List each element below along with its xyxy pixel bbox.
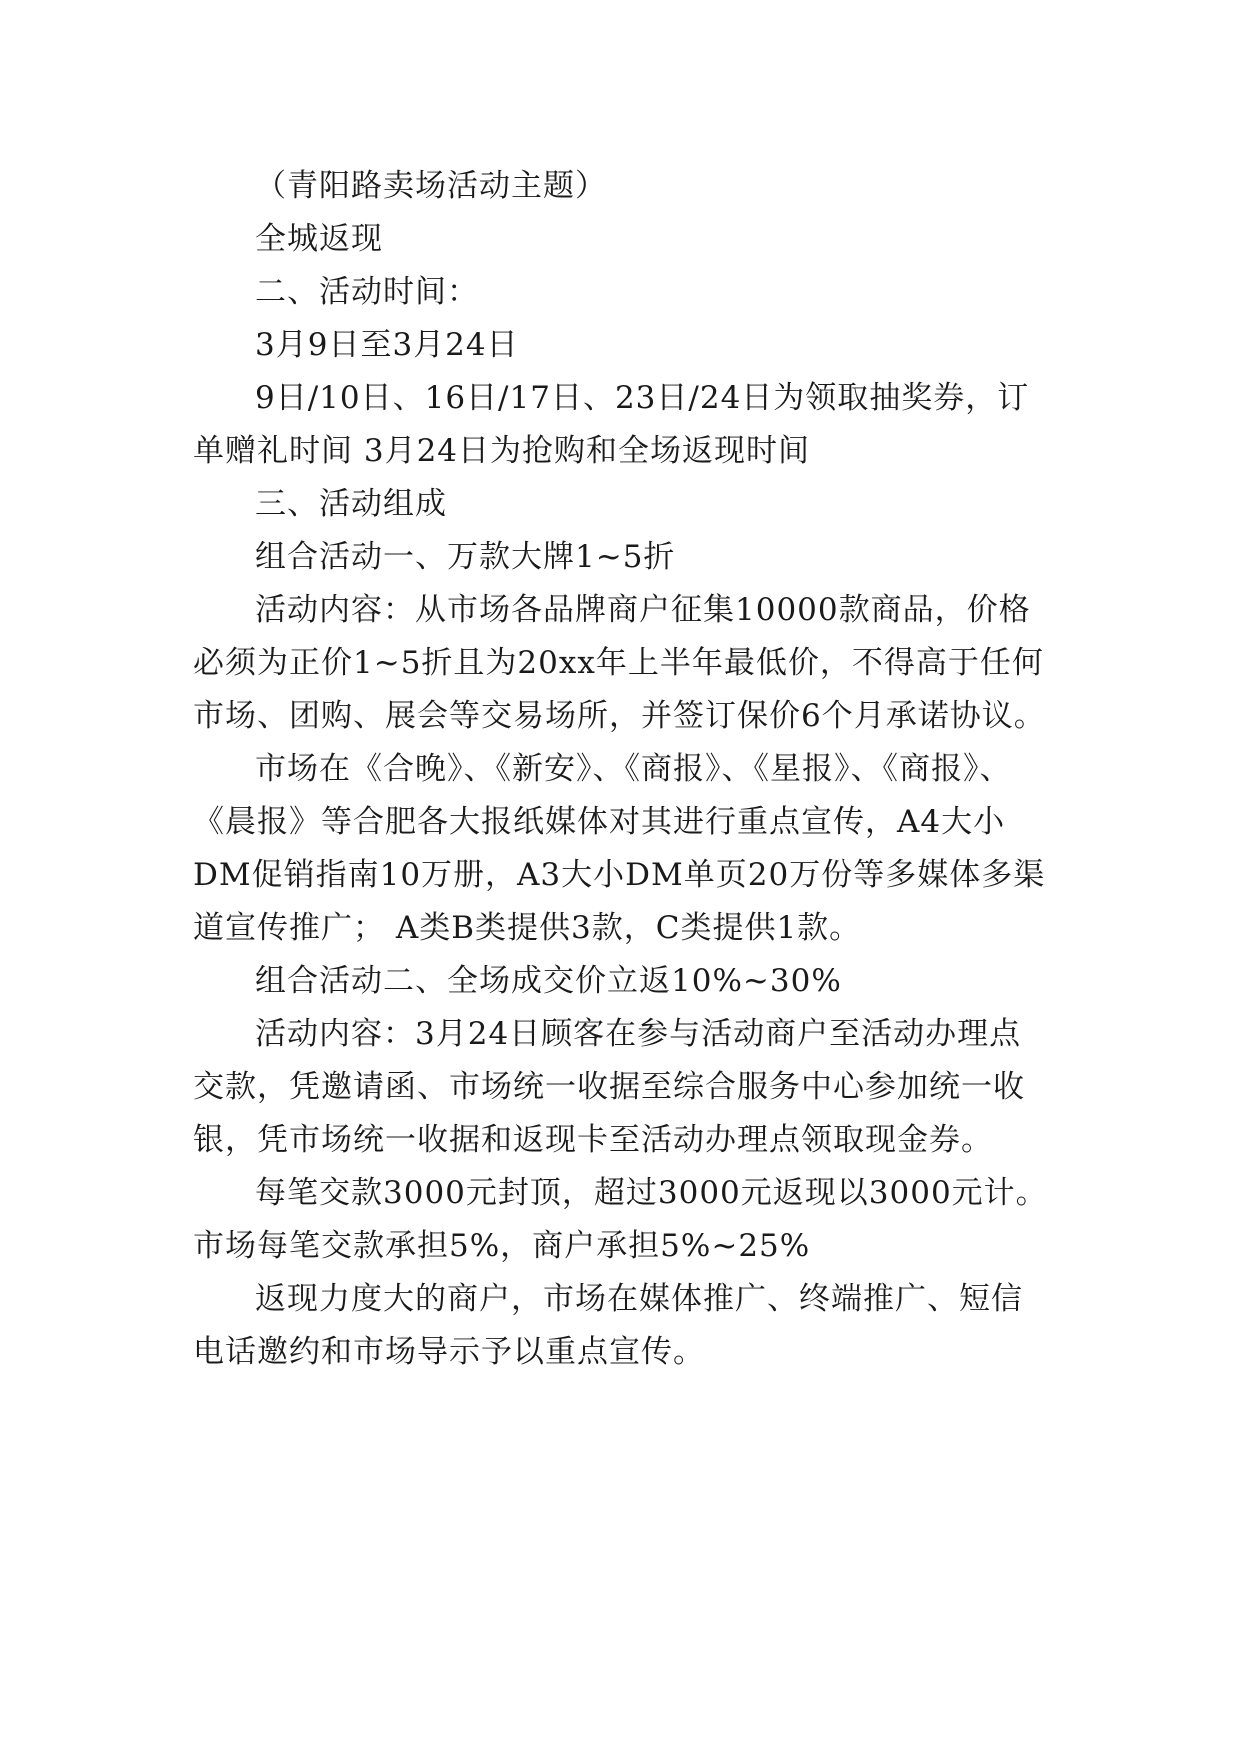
- activity-one-promotion: 市场在《合晚》、《新安》、《商报》、《星报》、《商报》、《晨报》等合肥各大报纸媒体对其进行重点宣传，A4大小DM促销指南10万册，A3大小DM单页20万份等多媒体多渠道宣传推广； A类B类提供3款，C类提供1款。: [193, 751, 1046, 946]
- activity-two-heading: 组合活动二、全场成交价立返10%~30%: [255, 963, 842, 999]
- activity-two-cap: 每笔交款3000元封顶，超过3000元返现以3000元计。市场每笔交款承担5%，商户承担5%~25%: [193, 1175, 1048, 1264]
- activity-two-promotion: 返现力度大的商户，市场在媒体推广、终端推广、短信电话邀约和市场导示予以重点宣传。: [193, 1281, 1023, 1370]
- activity-one-heading: 组合活动一、万款大牌1~5折: [255, 539, 676, 575]
- section-heading-composition: 三、活动组成: [255, 486, 447, 522]
- activity-one-content: 活动内容：从市场各品牌商户征集10000款商品，价格必须为正价1~5折且为20xx年上半年最低价，不得高于任何市场、团购、展会等交易场所，并签订保价6个月承诺协议。: [193, 592, 1046, 734]
- paragraph-date-range: 3月9日至3月24日: [255, 327, 519, 363]
- paragraph-theme: （青阳路卖场活动主题）: [255, 168, 607, 204]
- section-heading-time: 二、活动时间：: [255, 274, 479, 310]
- activity-two-content: 活动内容：3月24日顾客在参与活动商户至活动办理点交款，凭邀请函、市场统一收据至综合服务中心参加统一收银，凭市场统一收据和返现卡至活动办理点领取现金券。: [193, 1016, 1025, 1158]
- paragraph-schedule: 9日/10日、16日/17日、23日/24日为领取抽奖券，订单赠礼时间 3月24日为抢购和全场返现时间: [193, 380, 1030, 469]
- document-body: [193, 160, 1053, 1379]
- paragraph-title: 全城返现: [255, 221, 383, 257]
